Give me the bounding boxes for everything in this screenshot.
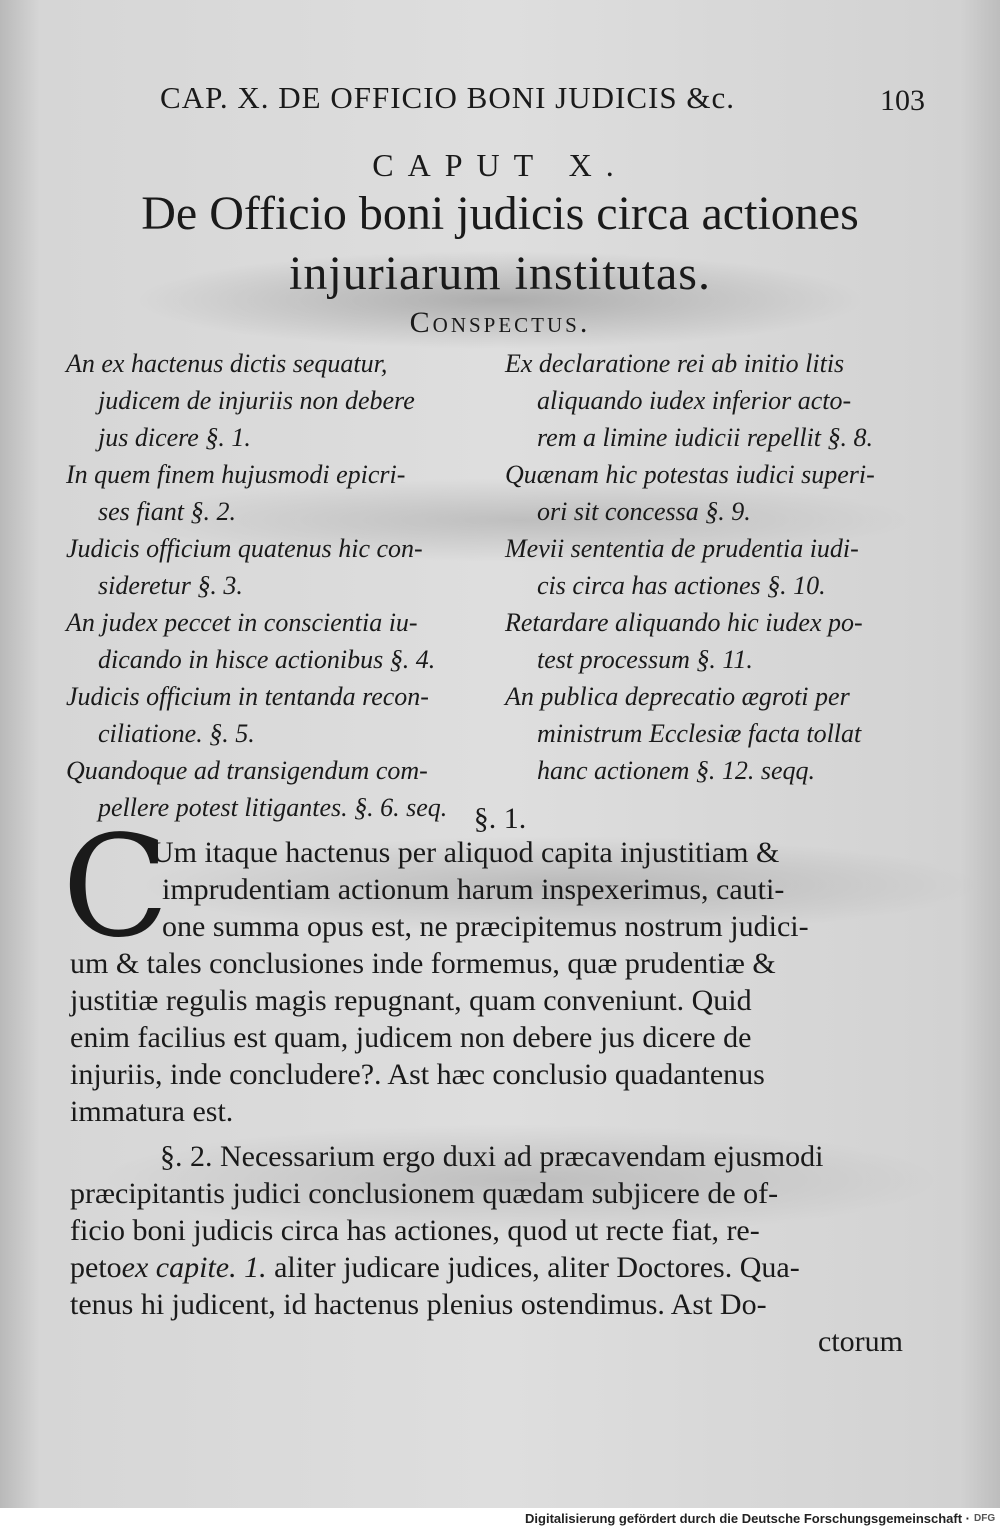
conspectus-entry — [505, 678, 940, 789]
italic-reference: ex capite. 1. — [121, 1251, 267, 1284]
chapter-label: CAPUT X. — [372, 147, 628, 183]
entry-line: judicem de injuriis non debere — [98, 386, 415, 415]
entry-line: ori sit concessa §. 9. — [537, 497, 751, 526]
body-line: immatura est. — [70, 1095, 234, 1128]
body-line: tenus hi judicent, id hactenus plenius ostendimus. Ast Do- — [70, 1288, 767, 1321]
body-line: one summa opus est, ne præcipitemus nostrum judici- — [162, 910, 809, 943]
entry-line: sideretur §. 3. — [98, 571, 243, 600]
drop-cap: C — [62, 806, 170, 969]
text-segment: aliter judicare judices, aliter Doctores. Qua- — [266, 1251, 800, 1284]
conspectus-entry — [66, 530, 501, 604]
entry-line: jus dicere §. 1. — [98, 423, 251, 452]
conspectus-right-column — [505, 345, 940, 789]
entry-line: pellere potest litigantes. §. 6. seq. — [98, 793, 448, 822]
entry-line: aliquando iudex inferior acto- — [537, 386, 852, 415]
entry-line: ses fiant §. 2. — [98, 497, 236, 526]
conspectus-entry — [66, 678, 501, 752]
dfg-logo-icon: DFG — [974, 1513, 996, 1524]
entry-line: Mevii sententia de prudentia iudi- — [505, 534, 859, 563]
entry-line: Quandoque ad transigendum com- — [66, 756, 428, 785]
body-line: præcipitantis judici conclusionem quædam subjicere de of- — [70, 1177, 779, 1210]
body-line: ficio boni judicis circa has actiones, quod ut recte fiat, re- — [70, 1214, 760, 1247]
body-line: §. 2. Necessarium ergo duxi ad præcavendam ejusmodi — [160, 1140, 824, 1173]
conspectus-entry — [66, 456, 501, 530]
entry-line: Retardare aliquando hic iudex po- — [505, 608, 863, 637]
entry-line: Quænam hic potestas iudici superi- — [505, 460, 875, 489]
entry-line: An publica deprecatio ægroti per — [505, 682, 850, 711]
entry-line: Judicis officium in tentanda recon- — [66, 682, 429, 711]
conspectus-left-column — [66, 345, 501, 826]
section-mark: §. 1. — [473, 802, 527, 835]
conspectus-entry — [505, 530, 940, 604]
conspectus-entry — [505, 604, 940, 678]
conspectus-entry — [66, 345, 501, 456]
entry-line: In quem finem hujusmodi epicri- — [66, 460, 406, 489]
entry-line: cis circa has actiones §. 10. — [537, 571, 826, 600]
body-line — [70, 1251, 800, 1285]
conspectus-entry — [505, 345, 940, 456]
page-number: 103 — [880, 84, 925, 117]
entry-line: test processum §. 11. — [537, 645, 753, 674]
chapter-title-line-1: De Officio boni judicis circa actiones — [141, 187, 859, 240]
entry-line: dicando in hisce actionibus §. 4. — [98, 645, 436, 674]
running-title: CAP. X. DE OFFICIO BONI JUDICIS &c. — [160, 80, 735, 115]
catchword: ctorum — [818, 1325, 903, 1358]
digitization-credit: Digitalisierung gefördert durch die Deutsche Forschungsgemeinschaft · — [525, 1511, 970, 1526]
entry-line: An judex peccet in conscientia iu- — [66, 608, 418, 637]
body-line: Um itaque hactenus per aliquod capita injustitiam & — [152, 836, 780, 869]
entry-line: An ex hactenus dictis sequatur, — [66, 349, 388, 378]
entry-line: ministrum Ecclesiæ facta tollat — [537, 719, 862, 748]
body-line: imprudentiam actionum harum inspexerimus, cauti- — [162, 873, 785, 906]
entry-line: ciliatione. §. 5. — [98, 719, 255, 748]
conspectus-entry — [505, 456, 940, 530]
conspectus-entry — [66, 604, 501, 678]
chapter-title-line-2: injuriarum institutas. — [289, 247, 711, 300]
footer-bar — [0, 1508, 1000, 1532]
body-line: enim facilius est quam, judicem non debere jus dicere de — [70, 1021, 752, 1054]
body-line: injuriis, inde concludere?. Ast hæc conclusio quadantenus — [70, 1058, 765, 1091]
text-segment: peto — [70, 1251, 122, 1284]
body-line: justitiæ regulis magis repugnant, quam conveniunt. Quid — [70, 984, 752, 1017]
conspectus-heading: Conspectus. — [409, 306, 591, 339]
entry-line: Ex declaratione rei ab initio litis — [505, 349, 845, 378]
body-line: um & tales conclusiones inde formemus, quæ prudentiæ & — [70, 947, 776, 980]
entry-line: Judicis officium quatenus hic con- — [66, 534, 423, 563]
entry-line: rem a limine iudicii repellit §. 8. — [537, 423, 874, 452]
entry-line: hanc actionem §. 12. seqq. — [537, 756, 816, 785]
